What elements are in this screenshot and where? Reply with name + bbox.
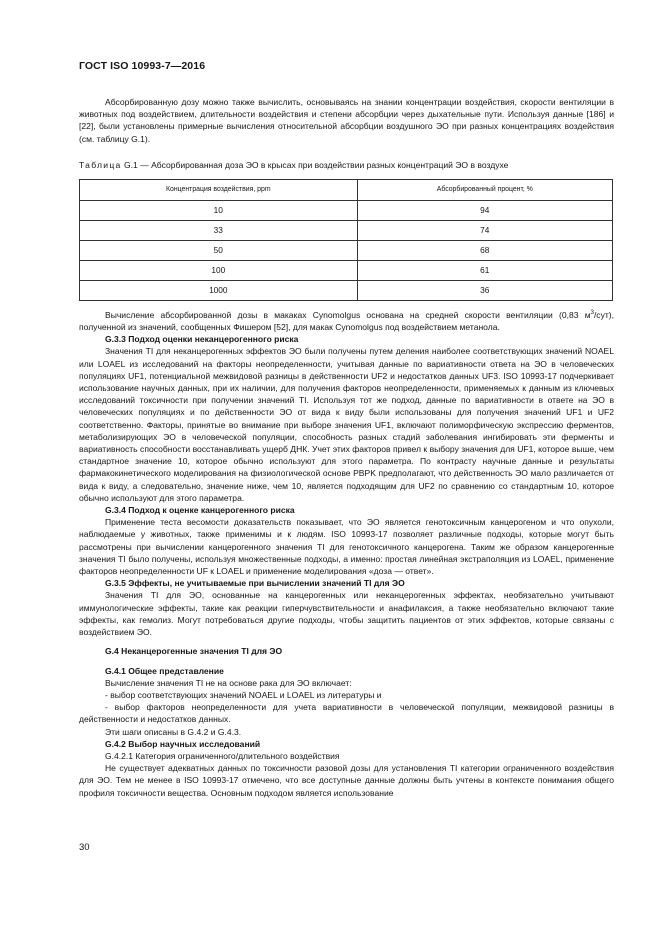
column-header-concentration: Концентрация воздействия, ppm [80,179,358,200]
section-g33-paragraph: Значения TI для неканцерогенных эффектов ЭО были получены путем деления наиболее соответствующих значений NOAEL или LOAEL из исследований на факторы неопределенности, учитывая данные по вариативности ответа на ЭО в человеческих популяциях UF1, потенциальной межвидовой разницы в действенности UF2 и недостатков данных UF3. ISO 10993-17 подчеркивает использование научных данных, при их наличии, для получения факторов неопределенности, применяемых к данным из ключевых исследований токсичности при получении значений TI. Используя тот же подход, данные по вариативности в ответе на ЭО в человеческих популяциях и по действенности ЭО от вида к виду были использованы для получения значений UF1 и UF2 соответственно. Факторы, принятые во внимание при выборе значения UF1, включают полиморфическую экспрессию ферментов, метаболизирующих ЭО в человеческой популяции, способность разных стадий заболевания ингибировать эти ферменты и вариативность способности восстанавливать ущерб ДНК. Учет этих факторов привел к выбору значения для UF1, которое выше, чем стандартное значение 10, которое обычно используют для этого параметра. По контрасту научные данные и результаты фармакокинетического моделирования на физиологической основе PBPK предполагают, что действенность ЭО мало различается от вида к виду, а следовательно, значение ниже, чем 10, является подходящим для UF2 по сравнению со стандартным 10, которое обычно используют для этого параметра. [79,346,614,503]
cell-percent: 68 [357,240,612,260]
section-g35-paragraph: Значения TI для ЭО, основанные на канцерогенных или неканцерогенных эффектах, необязательно учитывают иммунологические эффекты, такие как реакции гиперчувствительности и анафилаксия, а также необязательно включают такие эффекты, как гемолиз. Могут потребоваться другие подходы, чтобы защитить пациентов от этих эффектов, которые связаны с воздействием ЭО. [79,590,614,638]
section-g4-heading: G.4 Неканцерогенные значения TI для ЭО [105,646,283,657]
section-g41-note: Эти шаги описаны в G.4.2 и G.4.3. [105,726,242,737]
cell-concentration: 50 [80,240,358,260]
cynomolgus-text-a: Вычисление абсорбированной дозы в макаках Cynomolgus основана на средней скорости вентиляции (0,83 м [105,309,591,320]
cynomolgus-text-b: /сут), полученной из значений, сообщенных Фишером [52], для макак Cynomolgus под воздействием метанола. [79,309,614,333]
cell-concentration: 100 [80,260,358,280]
table-row [80,200,613,220]
cell-percent: 74 [357,220,612,240]
section-g34-heading: G.3.4 Подход к оценке канцерогенного риска [105,505,295,516]
cell-concentration: 10 [80,200,358,220]
table-caption [79,159,614,171]
table-row [80,280,613,300]
table-row [80,260,613,280]
section-g42-heading: G.4.2 Выбор научных исследований [105,738,261,749]
absorption-table [79,179,613,301]
cell-concentration: 33 [80,220,358,240]
column-header-percent: Абсорбированный процент, % [357,179,612,200]
table-caption-label: Таблица [79,159,122,170]
cell-percent: 94 [357,200,612,220]
cell-concentration: 1000 [80,280,358,300]
cell-percent: 36 [357,280,612,300]
section-g421-heading: G.4.2.1 Категория ограниченного/длительного воздействия [105,750,340,761]
section-g34-paragraph: Применение теста весомости доказательств показывает, что ЭО является генотоксичным канцерогеном и что опухоли, наблюдаемые у животных, также применимы и к людям. ISO 10993-17 позволяет различные подходы, которые могут быть рассмотрены при вычислении канцерогенного значения TI для генотоксичного канцерогена. Таким же образом канцерогенные значения TI было получены, используя множественные подходы, а именно: простая линейная экстраполяция из LOAEL, применение факторов неопределенности UF к LOAEL и применение моделирования «доза — ответ». [79,517,614,577]
intro-paragraph: Абсорбированную дозу можно также вычислить, основываясь на знании концентрации воздействия, скорости вентиляции в животных под воздействием, длительности воздействия и степени абсорбции через дыхательные пути. Используя данные [186] и [22], были установлены примерные вычисления относительной абсорбции воздушного ЭО при разных концентрациях воздействия (см. таблицу G.1). [79,97,614,144]
section-g41-item: - выбор соответствующих значений NOAEL и LOAEL из литературы и [105,689,382,700]
table-header-row [80,179,613,200]
table-row [80,240,613,260]
cynomolgus-paragraph [79,309,614,333]
section-g41-heading: G.4.1 Общее представление [105,665,224,676]
document-header: ГОСТ ISO 10993-7—2016 [79,60,206,72]
section-g35-heading: G.3.5 Эффекты, не учитываемые при вычислении значений TI для ЭО [105,578,405,589]
cell-percent: 61 [357,260,612,280]
section-g41-paragraph: Вычисление значения TI не на основе рака для ЭО включает: [105,677,352,688]
page-number: 30 [79,842,90,853]
cynomolgus-superscript: 3 [590,309,594,316]
table-row [80,220,613,240]
page-body [79,96,614,799]
section-g421-paragraph: Не существует адекватных данных по токсичности разовой дозы для установления TI категории ограниченного воздействия для ЭО. Тем не менее в ISO 10993-17 отмечено, что все доступные данные должны быть учтены в контексте понимания общего профиля токсичности вещества. Основным подходом является использование [79,763,614,798]
section-g33-heading: G.3.3 Подход оценки неканцерогенного риска [105,334,299,345]
section-g41-item: - выбор факторов неопределенности для учета вариативности в человеческой популяции, межвидовой разницы в действенности и недостатков данных. [79,702,614,725]
table-caption-text: G.1 — Абсорбированная доза ЭО в крысах при воздействии разных концентраций ЭО в воздухе [121,159,509,170]
